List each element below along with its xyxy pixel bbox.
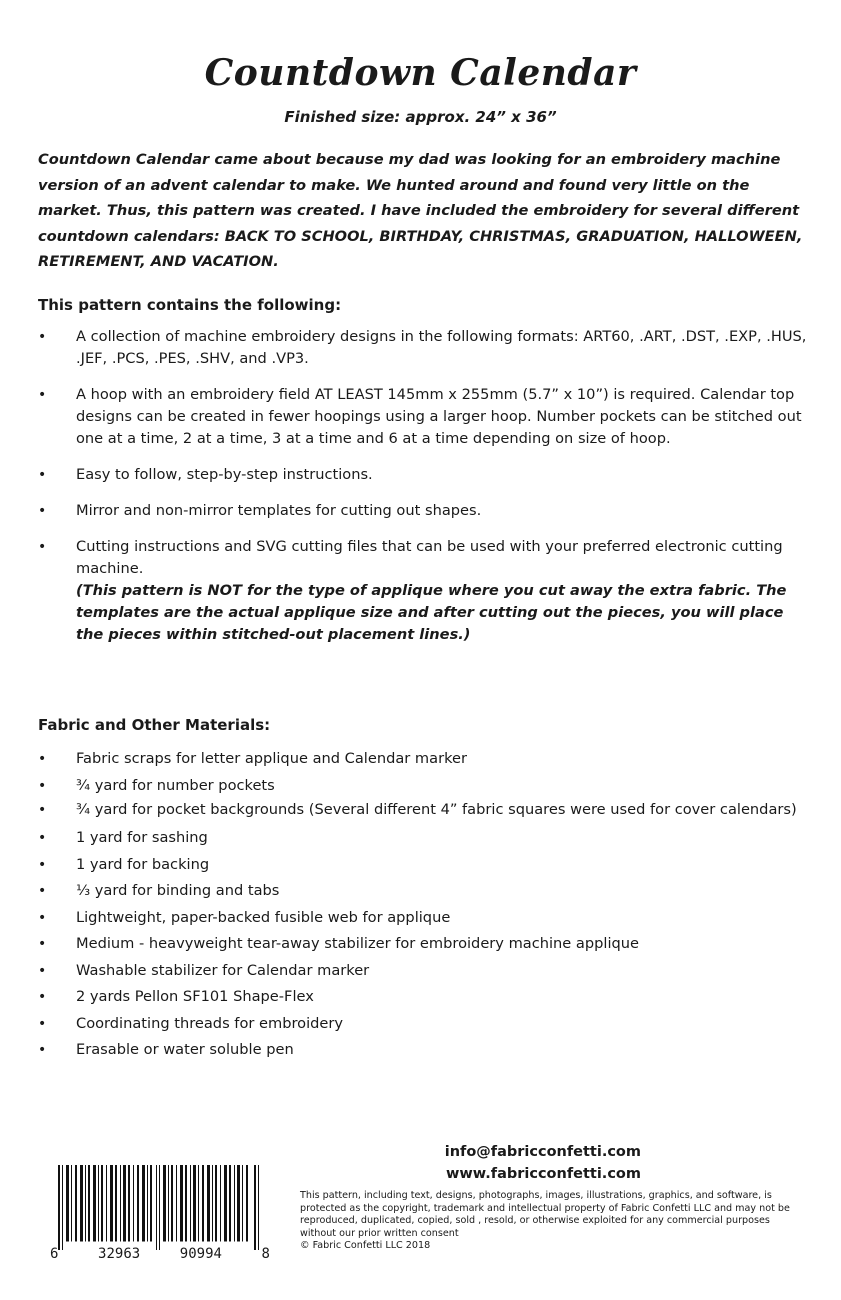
list-item-text: Coordinating threads for embroidery: [76, 1014, 344, 1032]
list-item: [38, 464, 808, 486]
bullet: •: [38, 777, 47, 794]
bullet: •: [38, 936, 47, 952]
list-item-text: ⅓ yard for binding and tabs: [76, 882, 280, 899]
list-item: [38, 958, 808, 985]
intro-paragraph: Countdown Calendar came about because my dad was looking for an embroidery machine version of an advent calendar to make. We hunted around and found very little on the market. Thus, this pattern was created. I have included the embroidery for several different countdown calendars: BACK TO SCHOOL, BIRTHDAY, CHRISTMAS, GRADUATION, HALLOWEEN, RETIREMENT, AND VACATION.: [38, 151, 803, 270]
barcode-icon: [50, 1165, 270, 1250]
bullet: •: [38, 962, 47, 979]
list-item: [38, 500, 808, 522]
list-item: [38, 931, 808, 958]
list-item-text: Medium - heavyweight tear-away stabilizer for embroidery machine applique: [76, 935, 639, 952]
list-item: [38, 984, 808, 1011]
bullet: •: [38, 909, 47, 926]
list-item-text: Easy to follow, step-by-step instructions.: [76, 466, 373, 483]
barcode-digit-group: 90994: [179, 1246, 222, 1262]
list-item-text: 1 yard for sashing: [76, 829, 208, 846]
bullet: •: [38, 1042, 47, 1058]
list-item-text: ¾ yard for pocket backgrounds (Several different 4” fabric squares were used for cover calendars): [76, 801, 797, 818]
list-item-text: 2 yards Pellon SF101 Shape-Flex: [76, 988, 314, 1005]
list-item: [38, 384, 808, 450]
barcode-digit-group: 8: [261, 1246, 270, 1262]
barcode-digit-group: 32963: [98, 1246, 141, 1262]
bullet: •: [38, 329, 47, 345]
bullet: •: [38, 387, 47, 403]
list-item-text: Fabric scraps for letter applique and Calendar marker: [76, 750, 467, 767]
list-item: [38, 1037, 808, 1064]
bullet: •: [38, 856, 47, 873]
email-link[interactable]: info@fabricconfetti.com: [444, 1144, 641, 1160]
applique-note: (This pattern is NOT for the type of applique where you cut away the extra fabric. The templates are the actual applique size and after cutting out the pieces, you will place the pieces within stitched-out placement lines.): [76, 582, 787, 643]
list-item: [38, 852, 808, 879]
legal-notice: [300, 1190, 805, 1253]
list-item-text: Erasable or water soluble pen: [76, 1041, 294, 1058]
bullet: •: [38, 989, 47, 1005]
list-item-text: A collection of machine embroidery designs in the following formats: ART60, .ART, .DST, .EXP, .HUS, .JEF, .PCS, .PES, .SHV, and .VP3.: [76, 328, 807, 367]
list-item: [38, 878, 808, 905]
materials-heading: Fabric and Other Materials:: [38, 716, 271, 734]
contents-heading: This pattern contains the following:: [38, 296, 342, 314]
list-item: [38, 773, 808, 800]
contents-list: [38, 326, 808, 660]
list-item: [38, 1011, 808, 1038]
list-item-text: Mirror and non-mirror templates for cutting out shapes.: [76, 502, 482, 519]
list-item: [38, 905, 808, 932]
list-item-text: Cutting instructions and SVG cutting files that can be used with your preferred electronic cutting machine.: [76, 538, 783, 577]
bullet: •: [38, 751, 47, 767]
website-link[interactable]: www.fabricconfetti.com: [446, 1166, 641, 1182]
bullet: •: [38, 883, 47, 899]
bullet: •: [38, 1015, 47, 1032]
finished-size: Finished size: approx. 24” x 36”: [284, 108, 557, 126]
page-title: Countdown Calendar: [204, 52, 637, 94]
list-item-text: Lightweight, paper-backed fusible web for applique: [76, 908, 451, 926]
list-item: [38, 326, 808, 370]
barcode-digit-group: 6: [50, 1246, 59, 1262]
bullet: •: [38, 830, 47, 846]
legal-text: This pattern, including text, designs, photographs, images, illustrations, graphics, and software, is protected as the copyright, trademark and intellectual property of Fabric Confetti LLC and may not be reproduced, duplicated, copied, sold , resold, or otherwise exploited for any commercial purposes without our prior written consent: [300, 1190, 790, 1239]
bullet: •: [38, 467, 47, 483]
list-item-text: 1 yard for backing: [76, 855, 210, 873]
barcode-digits: [50, 1246, 270, 1262]
list-item-text: A hoop with an embroidery field AT LEAST 145mm x 255mm (5.7” x 10”) is required. Calendar top designs can be created in fewer hoopings using a larger hoop. Number pockets can be stitched out one at a time, 2 at a time, 3 at a time and 6 at a time depending on size of hoop.: [76, 386, 802, 447]
bullet: •: [38, 802, 47, 818]
list-item: [38, 799, 808, 825]
bullet: •: [38, 503, 47, 519]
list-item-text: ¾ yard for number pockets: [76, 776, 275, 794]
contact-info: [445, 1141, 641, 1185]
list-item: [38, 536, 808, 646]
list-item-text: Washable stabilizer for Calendar marker: [76, 961, 370, 979]
list-item: [38, 746, 808, 773]
bullet: •: [38, 539, 47, 555]
list-item: [38, 825, 808, 852]
copyright-text: © Fabric Confetti LLC 2018: [300, 1240, 431, 1251]
materials-list: [38, 746, 808, 1064]
